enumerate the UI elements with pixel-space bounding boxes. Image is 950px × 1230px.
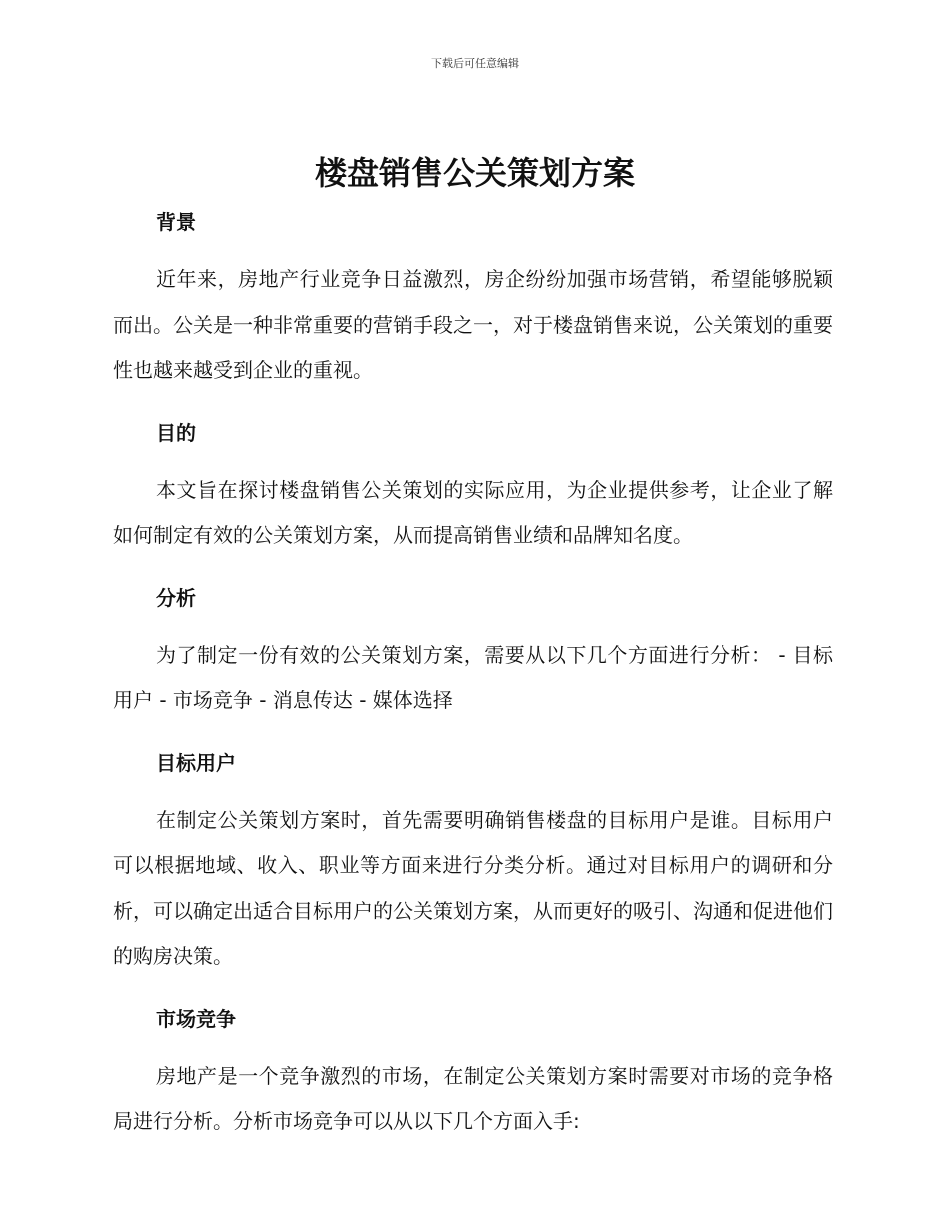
section-heading: 分析 [156, 585, 196, 610]
document-body [113, 201, 833, 1163]
document-title: 楼盘销售公关策划方案 [314, 154, 635, 192]
section-purpose [113, 412, 833, 559]
section-heading: 目标用户 [156, 750, 236, 775]
section-heading: 市场竞争 [156, 1006, 236, 1031]
section-analysis [113, 577, 833, 724]
section-paragraph: 房地产是一个竞争激烈的市场，在制定公关策划方案时需要对市场的竞争格局进行分析。分析市场竞争可以从以下几个方面入手: [113, 1063, 833, 1133]
section-paragraph: 为了制定一份有效的公关策划方案，需要从以下几个方面进行分析： - 目标用户 - 市场竞争 - 消息传达 - 媒体选择 [113, 642, 833, 712]
section-heading: 目的 [156, 420, 196, 445]
section-market-competition [113, 998, 833, 1145]
page-header-note: 下载后可任意编辑 [431, 57, 519, 70]
section-background [113, 201, 833, 394]
section-paragraph: 近年来，房地产行业竞争日益激烈，房企纷纷加强市场营销，希望能够脱颖而出。公关是一种非常重要的营销手段之一，对于楼盘销售来说，公关策划的重要性也越来越受到企业的重视。 [113, 267, 833, 382]
section-heading: 背景 [156, 210, 196, 234]
section-target-users [113, 742, 833, 980]
section-paragraph: 本文旨在探讨楼盘销售公关策划的实际应用，为企业提供参考，让企业了解如何制定有效的公关策划方案，从而提高销售业绩和品牌知名度。 [113, 477, 833, 547]
section-paragraph: 在制定公关策划方案时，首先需要明确销售楼盘的目标用户是谁。目标用户可以根据地域、收入、职业等方面来进行分类分析。通过对目标用户的调研和分析，可以确定出适合目标用户的公关策划方案，从而更好的吸引、沟通和促进他们的购房决策。 [113, 807, 833, 968]
